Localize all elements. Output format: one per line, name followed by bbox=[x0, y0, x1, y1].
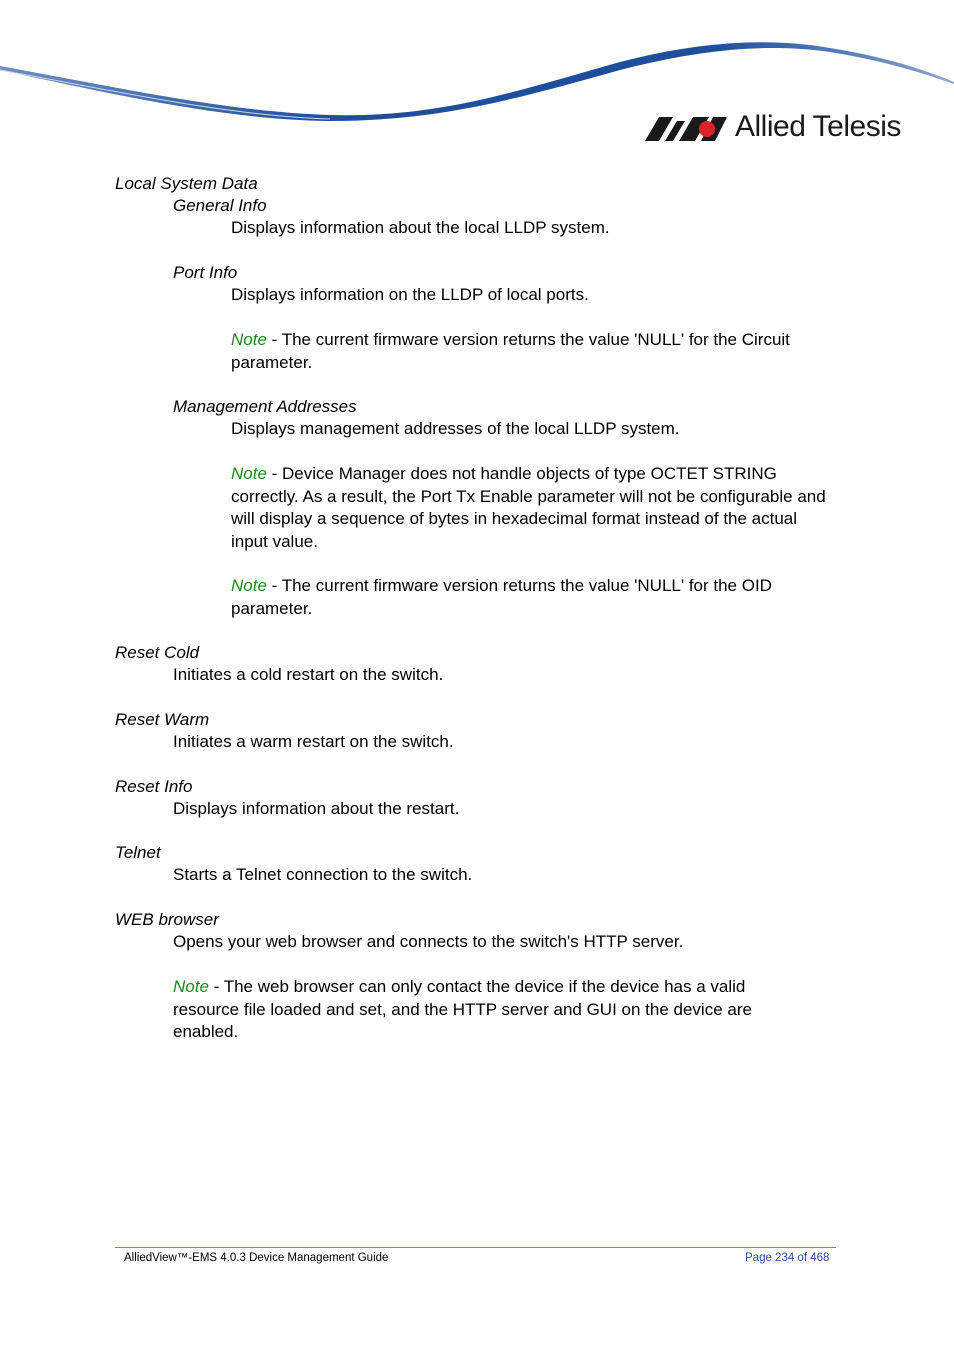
note-text: - Device Manager does not handle objects of type OCTET STRING correctly. As a result, the Port Tx Enable parameter will not be configurable and will display a sequence of bytes in hexadecimal format instead of the actual input value. bbox=[231, 464, 826, 551]
management-note-octet bbox=[231, 463, 831, 553]
note-text: - The current firmware version returns the value 'NULL' for the Circuit parameter. bbox=[231, 330, 790, 372]
heading-port-info: Port Info bbox=[173, 263, 238, 282]
reset-info-description: Displays information about the restart. bbox=[173, 799, 460, 818]
heading-reset-cold: Reset Cold bbox=[115, 643, 200, 662]
heading-web-browser: WEB browser bbox=[115, 910, 219, 929]
reset-cold-description: Initiates a cold restart on the switch. bbox=[173, 665, 444, 684]
heading-management-addresses: Management Addresses bbox=[173, 397, 357, 416]
heading-local-system-data: Local System Data bbox=[115, 174, 258, 193]
heading-telnet: Telnet bbox=[115, 843, 161, 862]
footer-divider bbox=[115, 1247, 836, 1248]
telnet-description: Starts a Telnet connection to the switch. bbox=[173, 865, 473, 884]
footer-page-number: Page 234 of 468 bbox=[745, 1252, 830, 1264]
management-note-oid bbox=[231, 575, 831, 620]
logo-mark-icon bbox=[645, 113, 727, 141]
web-browser-description: Opens your web browser and connects to the switch's HTTP server. bbox=[173, 932, 684, 951]
heading-general-info: General Info bbox=[173, 196, 267, 215]
reset-warm-description: Initiates a warm restart on the switch. bbox=[173, 732, 454, 751]
heading-reset-warm: Reset Warm bbox=[115, 710, 210, 729]
allied-telesis-logo bbox=[645, 110, 901, 144]
logo-wordmark: Allied Telesis bbox=[735, 110, 901, 143]
note-text: - The web browser can only contact the device if the device has a valid resource file loaded and set, and the HTTP server and GUI on the device are enabled. bbox=[173, 977, 752, 1041]
note-label: Note bbox=[231, 576, 267, 595]
port-info-description: Displays information on the LLDP of local ports. bbox=[231, 285, 589, 304]
web-browser-note bbox=[173, 976, 783, 1044]
note-text: - The current firmware version returns the value 'NULL' for the OID parameter. bbox=[231, 576, 772, 618]
port-info-note bbox=[231, 329, 836, 374]
note-label: Note bbox=[173, 977, 209, 996]
note-label: Note bbox=[231, 464, 267, 483]
note-label: Note bbox=[231, 330, 267, 349]
footer-document-title: AlliedView™-EMS 4.0.3 Device Management Guide bbox=[124, 1252, 389, 1264]
general-info-description: Displays information about the local LLDP system. bbox=[231, 218, 610, 237]
heading-reset-info: Reset Info bbox=[115, 777, 193, 796]
management-addresses-description: Displays management addresses of the local LLDP system. bbox=[231, 419, 680, 438]
